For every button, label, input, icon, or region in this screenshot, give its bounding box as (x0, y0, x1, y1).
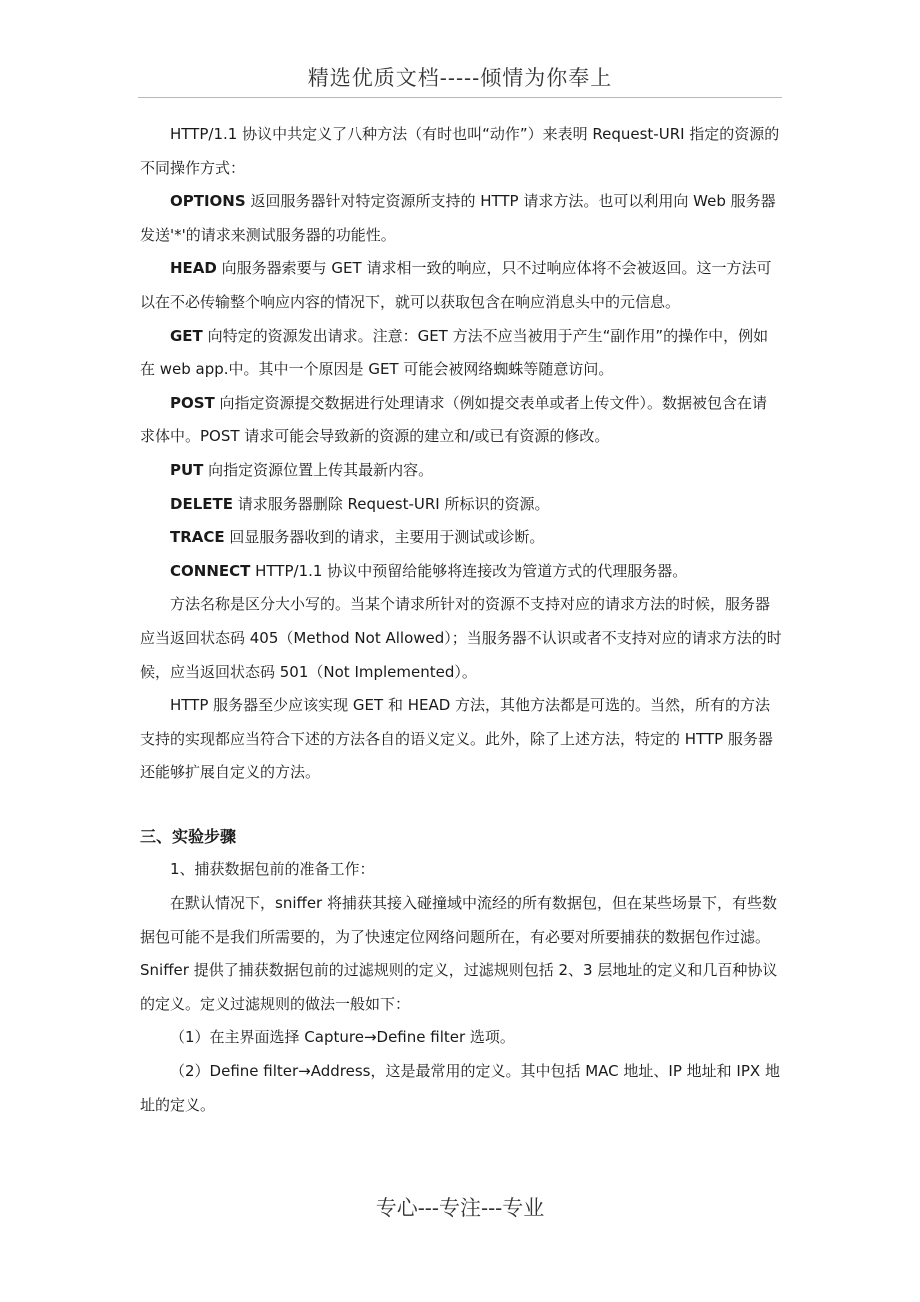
step-item-1: （1）在主界面选择 Capture→Define filter 选项。 (170, 1028, 515, 1047)
method-get (140, 320, 782, 387)
page-footer: 专心---专注---专业 (375, 1196, 545, 1220)
step-paragraph: 在默认情况下，sniffer 将捕获其接入碰撞域中流经的所有数据包，但在某些场景下，有些数据包可能不是我们所需要的，为了快速定位网络问题所在，有必要对所要捕获的数据包作过滤。Sniffer 提供了捕获数据包前的过滤规则的定义，过滤规则包括 2、3 层地址的定义和几百种协议的定义。定义过滤规则的做法一般如下： (140, 894, 778, 1013)
method-connect (140, 555, 782, 589)
method-desc: 请求服务器删除 Request-URI 所标识的资源。 (232, 494, 550, 513)
method-name: OPTIONS (170, 192, 246, 211)
case-paragraph: 方法名称是区分大小写的。当某个请求所针对的资源不支持对应的请求方法的时候，服务器应当返回状态码 405（Method Not Allowed）；当服务器不认识或者不支持对应的请求方法的时候，应当返回状态码 501（Not Implemented）。 (140, 595, 782, 681)
method-desc: 向服务器索要与 GET 请求相一致的响应，只不过响应体将不会被返回。这一方法可以在不必传输整个响应内容的情况下，就可以获取包含在响应消息头中的元信息。 (140, 259, 772, 311)
method-name: TRACE (170, 528, 225, 547)
method-options (140, 185, 782, 252)
method-post (140, 387, 782, 454)
page-header: 精选优质文档-----倾情为你奉上 (307, 66, 613, 90)
method-head (140, 252, 782, 319)
method-name: DELETE (170, 494, 233, 513)
method-name: CONNECT (170, 561, 251, 580)
section-heading: 三、实验步骤 (140, 826, 237, 846)
method-desc: HTTP/1.1 协议中预留给能够将连接改为管道方式的代理服务器。 (250, 561, 688, 580)
step-heading: 1、捕获数据包前的准备工作： (170, 860, 375, 879)
method-name: GET (170, 326, 203, 345)
intro-paragraph: HTTP/1.1 协议中共定义了八种方法（有时也叫“动作”）来表明 Request-URI 指定的资源的不同操作方式： (140, 125, 780, 177)
method-desc: 向指定资源提交数据进行处理请求（例如提交表单或者上传文件）。数据被包含在请求体中。POST 请求可能会导致新的资源的建立和/或已有资源的修改。 (140, 393, 768, 446)
impl-paragraph: HTTP 服务器至少应该实现 GET 和 HEAD 方法，其他方法都是可选的。当然，所有的方法支持的实现都应当符合下述的方法各自的语义定义。此外，除了上述方法，特定的 HTTP 服务器还能够扩展自定义的方法。 (140, 696, 773, 782)
method-desc: 返回服务器针对特定资源所支持的 HTTP 请求方法。也可以利用向 Web 服务器发送'*'的请求来测试服务器的功能性。 (140, 192, 776, 244)
method-delete (140, 488, 782, 522)
document-body (140, 118, 782, 1122)
header-divider (138, 97, 782, 98)
method-name: HEAD (170, 259, 217, 278)
method-desc: 向指定资源位置上传其最新内容。 (203, 460, 434, 479)
step-item-2: （2）Define filter→Address，这是最常用的定义。其中包括 MAC 地址、IP 地址和 IPX 地址的定义。 (140, 1062, 780, 1114)
method-name: POST (170, 393, 215, 412)
method-put (140, 454, 782, 488)
method-desc: 回显服务器收到的请求，主要用于测试或诊断。 (224, 528, 545, 547)
method-desc: 向特定的资源发出请求。注意：GET 方法不应当被用于产生“副作用”的操作中，例如在 web app.中。其中一个原因是 GET 可能会被网络蜘蛛等随意访问。 (140, 326, 769, 379)
method-trace (140, 521, 782, 555)
method-name: PUT (170, 460, 204, 479)
